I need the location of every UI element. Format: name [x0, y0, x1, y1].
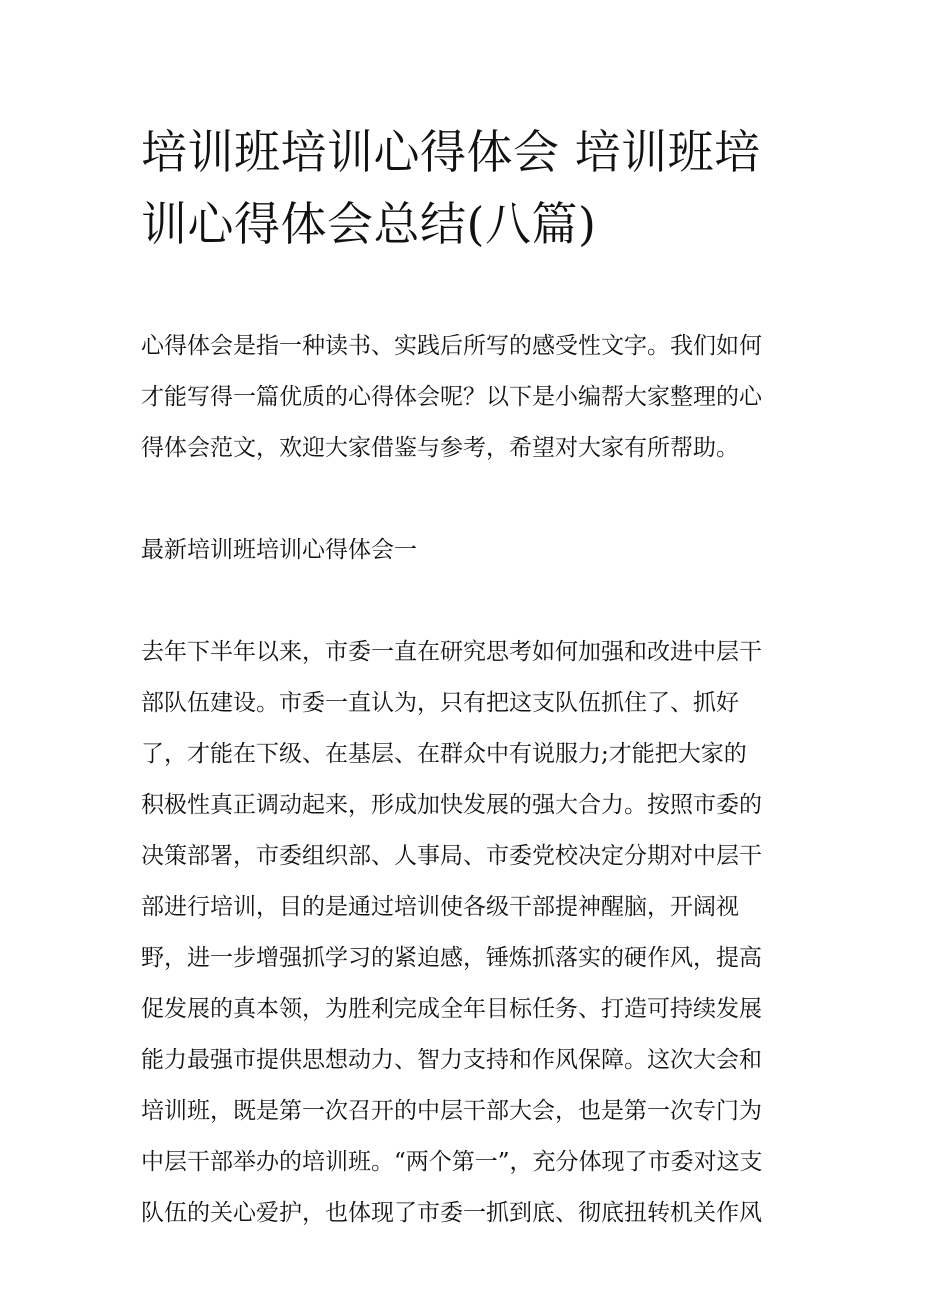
intro-paragraph: 心得体会是指一种读书、实践后所写的感受性文字。我们如何 才能写得一篇优质的心得体会呢？以下是小编帮大家整理的心 得体会范文，欢迎大家借鉴与参考，希望对大家有所帮助。: [141, 333, 762, 461]
document-body: [141, 270, 811, 1290]
body-paragraph: 去年下半年以来，市委一直在研究思考如何加强和改进中层干 部队伍建设。市委一直认为，只有把这支队伍抓住了、抓好 了，才能在下级、在基层、在群众中有说服力;才能把大家的 积极性真正调动起来，形成加快发展的强大合力。按照市委的 决策部署，市委组织部、人事局、市委党校决定分期对中层干 部进行培训，目的是通过培训使各级干部提神醒脑，开阔视 野，进一步增强抓学习的紧迫感，锤炼抓落实的硬作风，提高 促发展的真本领，为胜利完成全年目标任务、打造可持续发展 能力最强市提供思想动力、智力支持和作风保障。这次大会和 培训班，既是第一次召开的中层干部大会，也是第一次专门为 中层干部举办的培训班。“两个第一”，充分体现了市委对这支 队伍的关心爱护，也体现了市委一抓到底、彻底扭转机关作风: [141, 639, 763, 1226]
section-heading: 最新培训班培训心得体会一: [141, 537, 417, 563]
document-title: 培训班培训心得体会 培训班培 训心得体会总结(八篇): [141, 125, 761, 251]
document-content: [141, 116, 811, 1290]
